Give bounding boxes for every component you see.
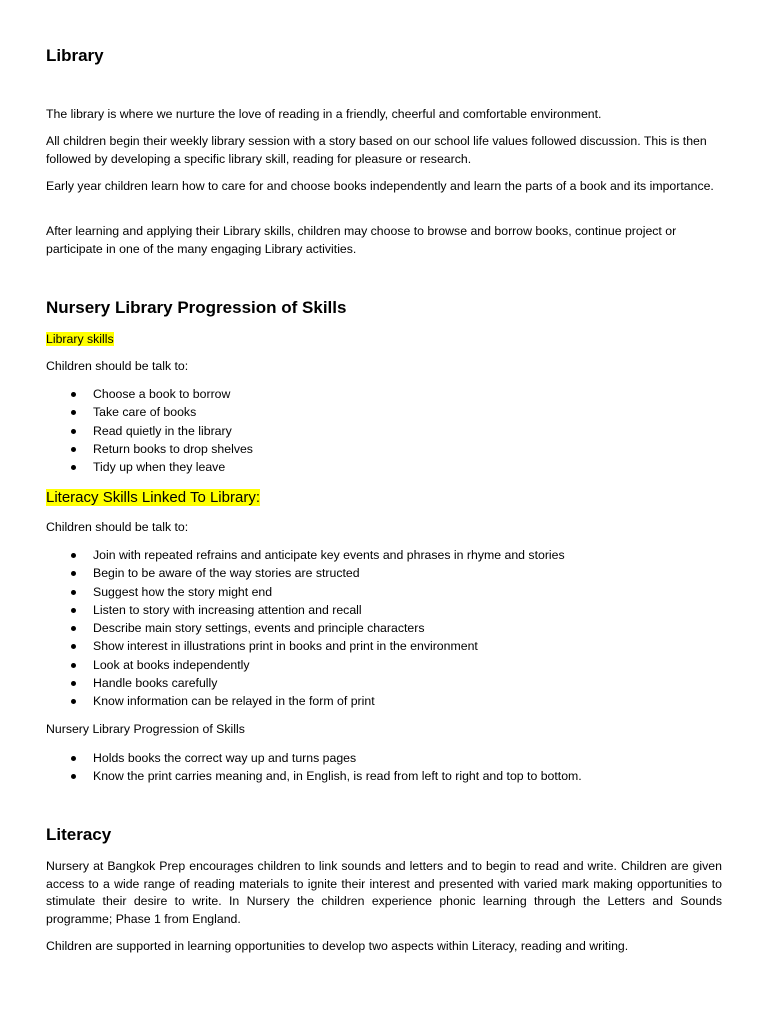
literacy-skills-label bbox=[46, 488, 722, 508]
literacy-skills-highlight: Literacy Skills Linked To Library: bbox=[46, 489, 260, 506]
library-skills-label bbox=[46, 331, 722, 349]
list-item: Take care of books bbox=[46, 403, 722, 421]
library-paragraph: After learning and applying their Library skills, children may choose to browse and borrow books, continue project or participate in one of the many engaging Library activities. bbox=[46, 224, 677, 256]
library-heading: Library bbox=[46, 46, 104, 65]
list-item: Tidy up when they leave bbox=[46, 458, 722, 476]
literacy-paragraph: Nursery at Bangkok Prep encourages children to link sounds and letters and to begin to read and write. Children are given access to a wide range of reading materials to ignite their interest and presented with varied mark making opportunities to stimulate their desire to write. In Nursery the children experience phonic learning through the Letters and Sounds programme; Phase 1 from England. bbox=[46, 859, 722, 926]
list-item: Holds books the correct way up and turns pages bbox=[46, 749, 722, 767]
list-item: Suggest how the story might end bbox=[46, 583, 722, 601]
list-item: Know information can be relayed in the form of print bbox=[46, 692, 722, 710]
literacy-heading: Literacy bbox=[46, 825, 112, 844]
list-item: Choose a book to borrow bbox=[46, 385, 722, 403]
progression-label: Nursery Library Progression of Skills bbox=[46, 722, 245, 736]
library-paragraph: Early year children learn how to care for and choose books independently and learn the parts of a book and its importance. bbox=[46, 179, 714, 193]
list-item: Look at books independently bbox=[46, 656, 722, 674]
library-paragraph: All children begin their weekly library session with a story based on our school life values followed discussion. This is then followed by developing a specific library skill, reading for pleasure or research. bbox=[46, 134, 707, 166]
list-item: Show interest in illustrations print in books and print in the environment bbox=[46, 637, 722, 655]
literacy-skills-intro: Children should be talk to: bbox=[46, 520, 189, 534]
library-skills-list bbox=[46, 385, 722, 476]
library-paragraph: The library is where we nurture the love of reading in a friendly, cheerful and comfortable environment. bbox=[46, 107, 602, 121]
list-item: Listen to story with increasing attention and recall bbox=[46, 601, 722, 619]
list-item: Handle books carefully bbox=[46, 674, 722, 692]
literacy-paragraph: Children are supported in learning opportunities to develop two aspects within Literacy, reading and writing. bbox=[46, 939, 629, 953]
list-item: Know the print carries meaning and, in English, is read from left to right and top to bottom. bbox=[46, 767, 722, 785]
list-item: Read quietly in the library bbox=[46, 422, 722, 440]
literacy-skills-list bbox=[46, 546, 722, 711]
progression-list bbox=[46, 749, 722, 786]
list-item: Begin to be aware of the way stories are structed bbox=[46, 564, 722, 582]
list-item: Return books to drop shelves bbox=[46, 440, 722, 458]
nursery-heading: Nursery Library Progression of Skills bbox=[46, 298, 347, 317]
list-item: Describe main story settings, events and principle characters bbox=[46, 619, 722, 637]
library-skills-highlight: Library skills bbox=[46, 332, 114, 346]
list-item: Join with repeated refrains and anticipate key events and phrases in rhyme and stories bbox=[46, 546, 722, 564]
library-skills-intro: Children should be talk to: bbox=[46, 359, 189, 373]
